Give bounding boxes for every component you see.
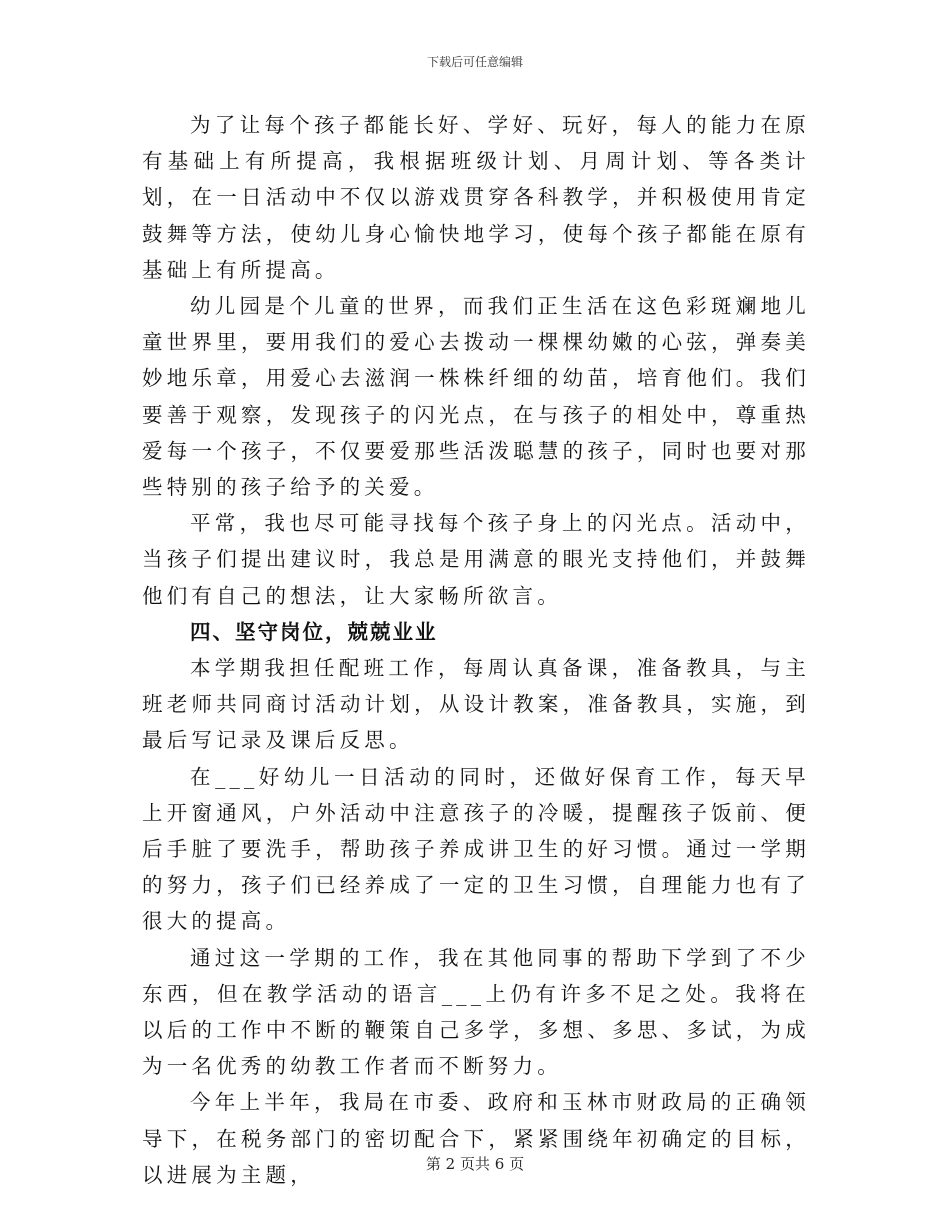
paragraph: 在___好幼儿一日活动的同时，还做好保育工作，每天早上开窗通风，户外活动中注意孩子的冷暖，提醒孩子饭前、便后手脏了要洗手，帮助孩子养成讲卫生的好习惯。通过一学期的努力，孩子们已经养成了一定的卫生习惯，自理能力也有了很大的提高。	[142, 764, 810, 934]
paragraph: 平常，我也尽可能寻找每个孩子身上的闪光点。活动中，当孩子们提出建议时，我总是用满意的眼光支持他们，并鼓舞他们有自己的想法，让大家畅所欲言。	[142, 511, 810, 608]
section-heading: 四、坚守岗位，兢兢业业	[190, 619, 438, 644]
page-footer: 第 2 页共 6 页	[425, 1155, 525, 1173]
paragraph: 今年上半年，我局在市委、政府和玉林市财政局的正确领导下，在税务部门的密切配合下，紧紧围绕年初确定的目标，以进展为主题，	[142, 1090, 810, 1187]
paragraph: 本学期我担任配班工作，每周认真备课，准备教具，与主班老师共同商讨活动计划，从设计教案，准备教具，实施，到最后写记录及课后反思。	[142, 656, 810, 753]
document-body	[142, 107, 810, 1193]
page-header: 下载后可任意编辑	[426, 55, 523, 69]
paragraph: 幼儿园是个儿童的世界，而我们正生活在这色彩斑斓地儿童世界里，要用我们的爱心去拨动一棵棵幼嫩的心弦，弹奏美妙地乐章，用爱心去滋润一株株纤细的幼苗，培育他们。我们要善于观察，发现孩子的闪光点，在与孩子的相处中，尊重热爱每一个孩子，不仅要爱那些活泼聪慧的孩子，同时也要对那些特别的孩子给予的关爱。	[142, 294, 810, 500]
paragraph: 通过这一学期的工作，我在其他同事的帮助下学到了不少东西，但在教学活动的语言___上仍有许多不足之处。我将在以后的工作中不断的鞭策自己多学，多想、多思、多试，为成为一名优秀的幼教工作者而不断努力。	[142, 945, 810, 1079]
paragraph: 为了让每个孩子都能长好、学好、玩好，每人的能力在原有基础上有所提高，我根据班级计划、月周计划、等各类计划，在一日活动中不仅以游戏贯穿各科教学，并积极使用肯定鼓舞等方法，使幼儿身心愉快地学习，使每个孩子都能在原有基础上有所提高。	[142, 113, 810, 282]
